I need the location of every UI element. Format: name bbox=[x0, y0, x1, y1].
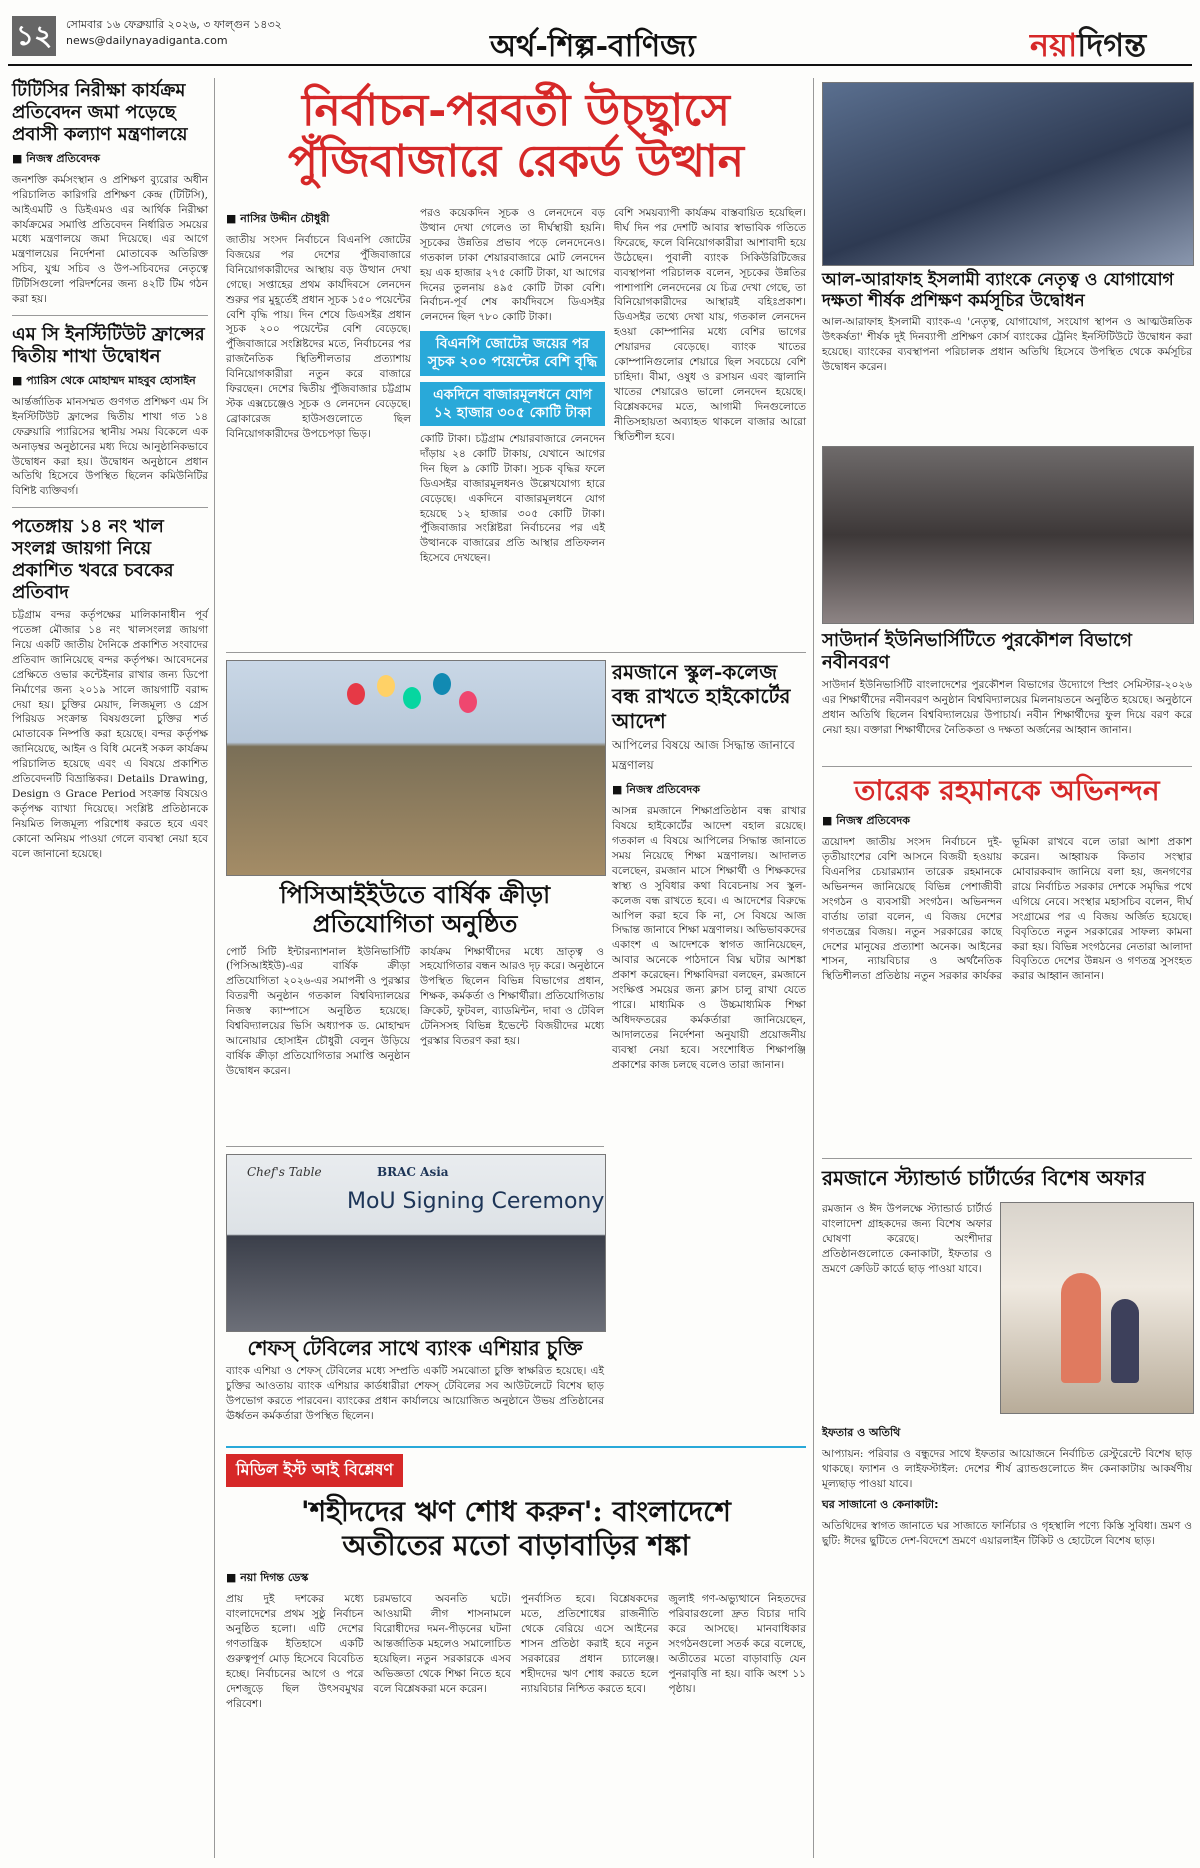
southern-uni-photo bbox=[822, 446, 1194, 624]
child-figure bbox=[1111, 1299, 1139, 1383]
mideast-story bbox=[226, 1446, 806, 1860]
subheading: ঘর সাজানো ও কেনাকাটা: bbox=[822, 1497, 939, 1511]
tarek-story bbox=[822, 774, 1192, 984]
people-silhouettes bbox=[829, 509, 1187, 615]
byline: ■ নিজস্ব প্রতিবেদক bbox=[12, 151, 100, 165]
story-body: জুলাই গণ-অভ্যুত্থানে নিহতদের পরিবারগুলো দ্রুত বিচার দাবি করে আসছে। মানবাধিকার সংগঠনগুলো সতর্ক করে বলেছে, অতীতের মতো বাড়াবাড়ি যেন পুনরাবৃত্তি না হয়। বাকি অংশ ১১ পৃষ্ঠায়। bbox=[668, 1593, 806, 1695]
mideast-title-line2[interactable]: অতীতের মতো বাড়াবাড়ির শঙ্কা bbox=[342, 1529, 690, 1563]
column-rule bbox=[214, 78, 215, 1858]
column-rule bbox=[813, 78, 814, 1858]
story-title[interactable]: শেফস্ টেবিলের সাথে ব্যাংক এশিয়ার চুক্তি bbox=[247, 1336, 583, 1360]
divider bbox=[12, 315, 208, 316]
story-body: আসন্ন রমজানে শিক্ষাপ্রতিষ্ঠান বন্ধ রাখার বিষয়ে হাইকোর্টের আদেশ বহাল রয়েছে। গতকাল এ বিষয়ে আপিলের সিদ্ধান্ত জানাতে সময় নিয়েছে শিক্ষা মন্ত্রণালয়। আদালত বলেছেন, রমজান মাসে শিক্ষার্থী ও শিক্ষকদের স্বাস্থ্য ও সুবিধার কথা বিবেচনায় সব স্কুল-কলেজ বন্ধ রাখতে হবে। এ আদেশের বিরুদ্ধে আপিল করা হবে কি না, সে বিষয়ে আজ সিদ্ধান্ত জানাবে শিক্ষা মন্ত্রণালয়। অভিভাবকদের একাংশ এ আদেশকে স্বাগত জানিয়েছেন, আবার অনেকে পাঠদানে বিঘ্ন ঘটার আশঙ্কা প্রকাশ করেছেন। শিক্ষাবিদরা বলছেন, রমজানে সংক্ষিপ্ত সময়ের জন্য ক্লাস চালু রাখা যেতে পারে। মাধ্যমিক ও উচ্চমাধ্যমিক শিক্ষা অধিদফতরের কর্মকর্তারা জানিয়েছেন, আদালতের নির্দেশনা অনুযায়ী প্রয়োজনীয় ব্যবস্থা নেয়া হবে। সংশোধিত শিক্ষাপঞ্জি প্রকাশের কাজ চলছে বলেও তারা জানান। bbox=[612, 805, 806, 1071]
sports-photo bbox=[226, 660, 606, 876]
balloon bbox=[433, 673, 451, 695]
subheading: ইফতার ও অতিথি bbox=[822, 1426, 901, 1439]
story-body: চরমভাবে অবনতি ঘটে। আওয়ামী লীগ শাসনামলে বিরোধীদের দমন-পীড়নের ঘটনা আন্তর্জাতিক মহলেও সমালোচিত হয়েছিল। নতুন সরকারকে এসব অভিজ্ঞতা থেকে শিক্ষা নিতে হবে বলে বিশ্লেষকরা মনে করেন। bbox=[373, 1593, 511, 1695]
balloon bbox=[347, 683, 365, 705]
people-silhouettes bbox=[233, 749, 599, 867]
sports-story bbox=[226, 880, 604, 1079]
story-title[interactable]: তারেক রহমানকে অভিনন্দন bbox=[854, 774, 1160, 807]
sign-chefs-table: Chef's Table bbox=[247, 1165, 322, 1179]
lead-body: কোটি টাকা। চট্টগ্রাম শেয়ারবাজারে লেনদেন দাঁড়ায় ২৪ কোটি টাকায়, যেখানে আগের দিন ছিল ৯ কোটি টাকা। সূচক বৃদ্ধির ফলে ডিএসইর বাজারমূলধনও উল্লেখযোগ্য হারে বেড়েছে। একদিনে বাজারমূলধনে যোগ হয়েছে ১২ হাজার ৩০৫ কোটি টাকা। পুঁজিবাজার সংশ্লিষ্টরা নির্বাচনের পর এই উত্থানকে বাজারের প্রতি আস্থার প্রতিফলন হিসেবে দেখছেন। bbox=[420, 433, 605, 565]
story-title[interactable]: সাউদার্ন ইউনিভার্সিটিতে পুরকৌশল বিভাগে নবীনবরণ bbox=[822, 630, 1132, 673]
story-title[interactable]: টিটিসির নিরীক্ষা কার্যক্রম প্রতিবেদন জমা পড়েছে প্রবাসী কল্যাণ মন্ত্রণালয়ে bbox=[12, 80, 188, 145]
lead-body: জাতীয় সংসদ নির্বাচনে বিএনপি জোটের বিজয়ের পর দেশের পুঁজিবাজারে বিনিয়োগকারীদের আস্থায় বড় উত্থান দেখা গেছে। সপ্তাহের প্রথম কার্যদিবসে লেনদেন শুরুর পর মুহূর্তেই প্রধান সূচক ১৫০ পয়েন্টের বেশি বৃদ্ধি পায়। দিন শেষে ডিএসইর প্রধান সূচক ২০০ পয়েন্টের বেশি বেড়েছে। পুঁজিবাজারে সংশ্লিষ্টদের মতে, নির্বাচনের পর রাজনৈতিক স্থিতিশীলতার প্রত্যাশায় বিনিয়োগকারীরা নতুন করে বাজারে ফিরছেন। দেশের দ্বিতীয় পুঁজিবাজার চট্টগ্রাম স্টক এক্সচেঞ্জেও সূচক ও লেনদেন বেড়েছে। ব্রোকারেজ হাউসগুলোতে ছিল বিনিয়োগকারীদের উপচেপড়া ভিড়। bbox=[226, 234, 411, 440]
story-body: চট্টগ্রাম বন্দর কর্তৃপক্ষের মালিকানাধীন পূর্ব পতেঙ্গা মৌজার ১৪ নং খালসংলগ্ন জায়গা নিয়ে একটি জাতীয় দৈনিকে প্রকাশিত সংবাদের প্রতিবাদ জানিয়েছে বন্দর কর্তৃপক্ষ। আবেদনের প্রেক্ষিতে ওভার কন্টেইনার রাখার জন্য ডিপো নির্মাণের জন্য ২০১৯ সালে জায়গাটি বরাদ্দ দেয়া হয়। চুক্তির মেয়াদ, লিজমূল্য ও গ্রেস পিরিয়ড সংক্রান্ত বিষয়গুলো চুক্তির শর্ত মোতাবেক নিষ্পত্তি করা হয়েছে। বন্দর কর্তৃপক্ষ জানিয়েছে, আইন ও বিধি মেনেই সকল কার্যক্রম পরিচালিত হয়েছে এবং এ বিষয়ে প্রকাশিত প্রতিবেদনটি বিভ্রান্তিকর। Details Drawing, Design ও Grace Period সংক্রান্ত বিষয়েও কর্তৃপক্ষ ব্যাখ্যা দিয়েছে। সংশ্লিষ্ট প্রতিষ্ঠানকে নিয়মিত লিজমূল্য পরিশোধ করতে হবে এবং কোনো অনিয়ম পাওয়া গেলে ব্যবস্থা নেয়া হবে বলে জানানো হয়েছে। bbox=[12, 609, 208, 860]
standard-chartered-more bbox=[822, 1420, 1192, 1549]
brand-part1: নয়া bbox=[1030, 26, 1078, 64]
shop-photo bbox=[1000, 1202, 1194, 1414]
story-title[interactable]: রমজানে স্কুল-কলেজ বন্ধ রাখতে হাইকোর্টের আদেশ bbox=[612, 660, 791, 733]
brand-logo bbox=[1030, 20, 1146, 74]
lead-body: বেশি সময়ব্যাপী কার্যক্রম বাস্তবায়িত হয়েছিল। দীর্ঘ দিন পর দেশটি আবার স্বাভাবিক গতিতে ফিরেছে, ফলে বিনিয়োগকারীরা আশাবাদী হয়ে উঠেছেন। পুবালী ব্যাংক সিকিউরিটিজের ব্যবস্থাপনা পরিচালক বলেন, সূচকের উন্নতির পাশাপাশি লেনদেনের যে চিত্র দেখা গেছে, তা বিনিয়োগকারীদের আস্থারই বহিঃপ্রকাশ। ডিএসইর তথ্যে দেখা যায়, গতকাল লেনদেন হওয়া কোম্পানির মধ্যে বেশির ভাগের শেয়ারদর বেড়েছে। ব্যাংক খাতের কোম্পানিগুলোর শেয়ারে ছিল সবচেয়ে বেশি চাহিদা। বীমা, ওষুধ ও রসায়ন এবং জ্বালানি খাতের শেয়ারেও ভালো লেনদেন হয়েছে। বিশ্লেষকদের মতে, আগামী দিনগুলোতে নীতিসহায়তা অব্যাহত থাকলে বাজার আরো স্থিতিশীল হবে। bbox=[614, 207, 806, 443]
hc-story bbox=[612, 660, 806, 1072]
al-arafah-photo bbox=[822, 82, 1194, 266]
lead-story bbox=[226, 86, 806, 187]
story-body: আর্ন্তর্জাতিক মানসম্মত গুণগত প্রশিক্ষণ এম সি ইনস্টিটিউট ফ্রান্সের দ্বিতীয় শাখা গত ১৪ ফেব্রুয়ারি প্যারিসের স্থানীয় সময় বিকেলে এক অনাড়ম্বর অনুষ্ঠানের মধ্য দিয়ে আনুষ্ঠানিকভাবে উদ্বোধন করা হয়। উদ্বোধন অনুষ্ঠানে প্রধান অতিথি হিসেবে উপস্থিত ছিলেন কমিউনিটির বিশিষ্ট ব্যক্তিবর্গ। bbox=[12, 395, 208, 498]
sign-bank-asia: BRAC Asia bbox=[377, 1165, 449, 1179]
people-silhouettes bbox=[233, 1235, 599, 1323]
divider bbox=[12, 507, 208, 508]
story-body: আল-আরাফাহ ইসলামী ব্যাংক-এ 'নেতৃত্ব, যোগাযোগ, সংযোগ স্থাপন ও আত্মউন্নতিক উৎকর্ষতা' শীর্ষক দুই দিনব্যাপী প্রশিক্ষণ কোর্স ব্যাংকের ট্রেনিং ইনস্টিটিউটে উদ্বোধন করা হয়েছে। ব্যাংকের ব্যবস্থাপনা পরিচালক প্রধান অতিথি হিসেবে উপস্থিত থেকে কর্মসূচির উদ্বোধন করেন। bbox=[822, 316, 1192, 374]
story-body: জনশক্তি কর্মসংস্থান ও প্রশিক্ষণ ব্যুরোর অধীন পরিচালিত কারিগরি প্রশিক্ষণ কেন্দ্র (টিটিসি), আইএমটি ও ডিইএমও এর আর্থিক নিরীক্ষা কার্যক্রমের সমাপ্তি প্রতিবেদন নির্ধারিত সময়ের মধ্যে মন্ত্রণালয়ে জমা দিয়েছে। এর আগে মন্ত্রণালয়ের নির্দেশনা মোতাবেক অতিরিক্ত সচিব, যুগ্ম সচিব ও উপ-সচিবদের নেতৃত্বে টিটিসিগুলো পরিদর্শনের জন্য ৪২টি টিম গঠন করা হয়। bbox=[12, 173, 208, 306]
mou-banner: MoU Signing Ceremony bbox=[347, 1189, 605, 1214]
left-column bbox=[12, 80, 208, 861]
lead-col-1 bbox=[226, 206, 411, 442]
story-body: প্রায় দুই দশকের মধ্যে বাংলাদেশের প্রথম সুষ্ঠু নির্বাচন অনুষ্ঠিত হলো। এটি দেশের গণতান্ত্রিক ইতিহাসে একটি গুরুত্বপূর্ণ মোড় হিসেবে বিবেচিত হচ্ছে। নির্বাচনের আগে ও পরে দেশজুড়ে ছিল উৎসবমুখর পরিবেশ। bbox=[226, 1593, 364, 1710]
mideast-title-line1[interactable]: 'শহীদদের ঋণ শোধ করুন': বাংলাদেশে bbox=[301, 1495, 731, 1528]
standard-chartered-body bbox=[822, 1202, 992, 1277]
masthead-email[interactable]: news@dailynayadiganta.com bbox=[66, 34, 228, 47]
balloon bbox=[403, 687, 421, 709]
divider bbox=[226, 652, 806, 653]
person-figure bbox=[1061, 1273, 1101, 1383]
analysis-tag: মিডিল ইস্ট আই বিশ্লেষণ bbox=[226, 1454, 403, 1487]
divider bbox=[226, 1146, 604, 1147]
story-body: সাউদার্ন ইউনিভার্সিটি বাংলাদেশের পুরকৌশল বিভাগের উদ্যোগে স্প্রিং সেমিস্টার-২০২৬ এর শিক্ষার্থীদের নবীনবরণ অনুষ্ঠান বিশ্ববিদ্যালয়ের মিলনায়তনে অনুষ্ঠিত হয়েছে। অনুষ্ঠানে প্রধান অতিথি ছিলেন বিশ্ববিদ্যালয়ের উপাচার্য। নবীন শিক্ষার্থীদের ফুল দিয়ে বরণ করে নেয়া হয়। বক্তারা শিক্ষার্থীদের নৈতিকতা ও দক্ষতা অর্জনের আহ্বান জানান। bbox=[822, 678, 1192, 736]
divider bbox=[822, 1158, 1192, 1159]
masthead-date: সোমবার ১৬ ফেব্রুয়ারি ২০২৬, ৩ ফাল্গুন ১৪৩২ bbox=[66, 18, 282, 31]
highlight-box: বিএনপি জোটের জয়ের পর সূচক ২০০ পয়েন্টের বেশি বৃদ্ধি bbox=[420, 331, 605, 375]
highlight-box: একদিনে বাজারমূলধনে যোগ ১২ হাজার ৩০৫ কোটি টাকা bbox=[420, 382, 605, 426]
byline: ■ নাসির উদ্দীন চৌধুরী bbox=[226, 212, 330, 225]
story-title[interactable]: পিসিআইইউতে বার্ষিক ক্রীড়া প্রতিযোগিতা অনুষ্ঠিত bbox=[279, 880, 551, 939]
story-title[interactable]: রমজানে স্ট্যান্ডার্ড চার্টার্ডের বিশেষ অফার bbox=[822, 1166, 1146, 1190]
page-number: ১২ bbox=[12, 16, 56, 56]
story-body: পোর্ট সিটি ইন্টারন্যাশনাল ইউনিভার্সিটি (পিসিআইইউ)-এর বার্ষিক ক্রীড়া প্রতিযোগিতা ২০২৬-এর সমাপনী ও পুরস্কার বিতরণী অনুষ্ঠান গতকাল বিশ্ববিদ্যালয়ের নিজস্ব ক্যাম্পাসে অনুষ্ঠিত হয়েছে। বিশ্ববিদ্যালয়ের ভিসি অধ্যাপক ড. মোহাম্মদ আনোয়ার হোসাইন চৌধুরী বেলুন উড়িয়ে বার্ষিক ক্রীড়া প্রতিযোগিতার সমাপ্তি অনুষ্ঠান উদ্বোধন করেন। bbox=[226, 945, 410, 1077]
story-body: অতিথিদের স্বাগত জানাতে ঘর সাজাতে ফার্নিচার ও গৃহস্থালি পণ্যে কিস্তি সুবিধা। ভ্রমণ ও ছুটি: ঈদের ছুটিতে দেশ-বিদেশে ভ্রমণে এয়ারলাইন টিকিট ও হোটেলে বিশেষ ছাড়। bbox=[822, 1519, 1192, 1547]
southern-uni-story bbox=[822, 630, 1192, 738]
lead-title-line1[interactable]: নির্বাচন-পরবর্তী উচ্ছ্বাসে bbox=[301, 85, 731, 136]
byline: ■ নিজস্ব প্রতিবেদক bbox=[612, 783, 700, 797]
lead-title-line2[interactable]: পুঁজিবাজারে রেকর্ড উত্থান bbox=[288, 135, 744, 187]
story-body: ব্যাংক এশিয়া ও শেফস্ টেবিলের মধ্যে সম্প্রতি একটি সমঝোতা চুক্তি স্বাক্ষরিত হয়েছে। এই চুক্তির আওতায় ব্যাংক এশিয়ার কার্ডধারীরা শেফস্ টেবিলের সব আউটলেটে বিশেষ ছাড় উপভোগ করতে পারবেন। ব্যাংকের প্রধান কার্যালয়ে আয়োজিত অনুষ্ঠানে উভয় প্রতিষ্ঠানের ঊর্ধ্বতন কর্মকর্তারা উপস্থিত ছিলেন। bbox=[226, 1365, 604, 1423]
people-silhouettes bbox=[829, 144, 1187, 257]
story-title[interactable]: পতেঙ্গায় ১৪ নং খাল সংলগ্ন জায়গা নিয়ে প্রকাশিত খবরে চবকের প্রতিবাদ bbox=[12, 516, 174, 604]
standard-chartered-story bbox=[822, 1166, 1192, 1190]
balloon bbox=[377, 675, 395, 697]
lead-body: পরও কয়েকদিন সূচক ও লেনদেনে বড় উত্থান দেখা গেলেও তা দীর্ঘস্থায়ী হয়নি। সূচকের উন্নতির প্রভাব পড়ে লেনদেনেও। গতকাল ঢাকা শেয়ারবাজারে মোট লেনদেন হয় এক হাজার ২৭৫ কোটি টাকা, যা আগের দিনের তুলনায় ৪৯৫ কোটি টাকা বেশি। নির্বাচন-পূর্ব শেষ কার্যদিবসে ডিএসইর লেনদেন ছিল ৭৮০ কোটি টাকা। bbox=[420, 207, 605, 324]
balloon bbox=[459, 691, 477, 713]
story-subtitle: আপিলের বিষয়ে আজ সিদ্ধান্ত জানাবে মন্ত্রণালয় bbox=[612, 738, 795, 773]
lead-col-3 bbox=[614, 206, 806, 445]
story-body: রমজান ও ঈদ উপলক্ষে স্ট্যান্ডার্ড চার্টার্ড বাংলাদেশ গ্রাহকদের জন্য বিশেষ অফার ঘোষণা করেছে। অংশীদার প্রতিষ্ঠানগুলোতে কেনাকাটা, ইফতার ও ভ্রমণে ক্রেডিট কার্ডে ছাড় পাওয়া যাবে। bbox=[822, 1203, 992, 1275]
divider bbox=[822, 766, 1192, 767]
story-body: পুনর্বাসিত হবে। বিশ্লেষকদের মতে, প্রতিশোধের রাজনীতি থেকে বেরিয়ে এসে আইনের শাসন প্রতিষ্ঠা করাই হবে নতুন সরকারের প্রধান চ্যালেঞ্জ। শহীদদের ঋণ শোধ করতে হলে ন্যায়বিচার নিশ্চিত করতে হবে। bbox=[521, 1593, 659, 1695]
byline: ■ প্যারিস থেকে মোহাম্মদ মাহবুব হোসাইন bbox=[12, 373, 196, 387]
story-title[interactable]: আল-আরাফাহ ইসলামী ব্যাংকে নেতৃত্ব ও যোগাযোগ দক্ষতা শীর্ষক প্রশিক্ষণ কর্মসূচির উদ্বোধন bbox=[822, 270, 1174, 311]
story-body: আপ্যায়ন: পরিবার ও বন্ধুদের সাথে ইফতার আয়োজনে নির্বাচিত রেস্টুরেন্টে বিশেষ ছাড় থাকছে। ফ্যাশন ও লাইফস্টাইল: দেশের শীর্ষ ব্র্যান্ডগুলোতে ঈদ কেনাকাটায় আকর্ষণীয় মূল্যছাড় পাওয়া যাবে। bbox=[822, 1448, 1192, 1490]
story-title[interactable]: এম সি ইনস্টিটিউট ফ্রান্সের দ্বিতীয় শাখা উদ্বোধন bbox=[12, 324, 205, 367]
byline: ■ নয়া দিগন্ত ডেস্ক bbox=[226, 1571, 309, 1585]
mou-photo bbox=[226, 1154, 606, 1332]
section-title: অর্থ-শিল্প-বাণিজ্য bbox=[490, 29, 696, 64]
byline: ■ নিজস্ব প্রতিবেদক bbox=[822, 814, 910, 828]
mou-story bbox=[226, 1336, 604, 1424]
al-arafah-story bbox=[822, 270, 1192, 375]
lead-col-2 bbox=[420, 206, 605, 566]
story-body: কার্যক্রম শিক্ষার্থীদের মধ্যে ভ্রাতৃত্ব ও সহযোগিতার বন্ধন আরও দৃঢ় করে। অনুষ্ঠানে উপস্থিত ছিলেন বিভিন্ন বিভাগের প্রধান, শিক্ষক, কর্মকর্তা ও শিক্ষার্থীরা। প্রতিযোগিতায় ক্রিকেট, ফুটবল, ব্যাডমিন্টন, দাবা ও টেবিল টেনিসসহ বিভিন্ন ইভেন্টে বিজয়ীদের মধ্যে পুরস্কার বিতরণ করা হয়। bbox=[420, 945, 604, 1047]
brand-part2: দিগন্ত bbox=[1077, 26, 1147, 64]
story-body: ত্রয়োদশ জাতীয় সংসদ নির্বাচনে দুই-তৃতীয়াংশের বেশি আসনে বিজয়ী হওয়ায় বিএনপির চেয়ারম্যান তারেক রহমানকে অভিনন্দন জানিয়েছে বিভিন্ন পেশাজীবী সংগঠন ও ব্যবসায়ী সংগঠন। অভিনন্দন বার্তায় তারা বলেন, এ বিজয় দেশের গণতন্ত্রের বিজয়। নতুন সরকারের কাছে দেশের মানুষের প্রত্যাশা অনেক। আইনের শাসন, ন্যায়বিচার ও অর্থনৈতিক স্থিতিশীলতা প্রতিষ্ঠায় নতুন সরকার কার্যকর ভূমিকা রাখবে বলে তারা আশা প্রকাশ করেন। আহ্বায়ক কিতাব সংস্থার মোবারকবাদ জানিয়ে বলা হয়, জনগণের রায়ে নির্বাচিত সরকার দেশকে সমৃদ্ধির পথে এগিয়ে নেবে। সংস্থার মহাসচিব বলেন, দীর্ঘ সংগ্রামের পর এ বিজয় অর্জিত হয়েছে। বিবৃতিতে নতুন সরকারের সাফল্য কামনা করা হয়। বিভিন্ন সংগঠনের নেতারা আলাদা বিবৃতিতে দেশের উন্নয়ন ও গণতন্ত্র সুসংহত করার আহ্বান জানান। bbox=[822, 836, 1192, 983]
